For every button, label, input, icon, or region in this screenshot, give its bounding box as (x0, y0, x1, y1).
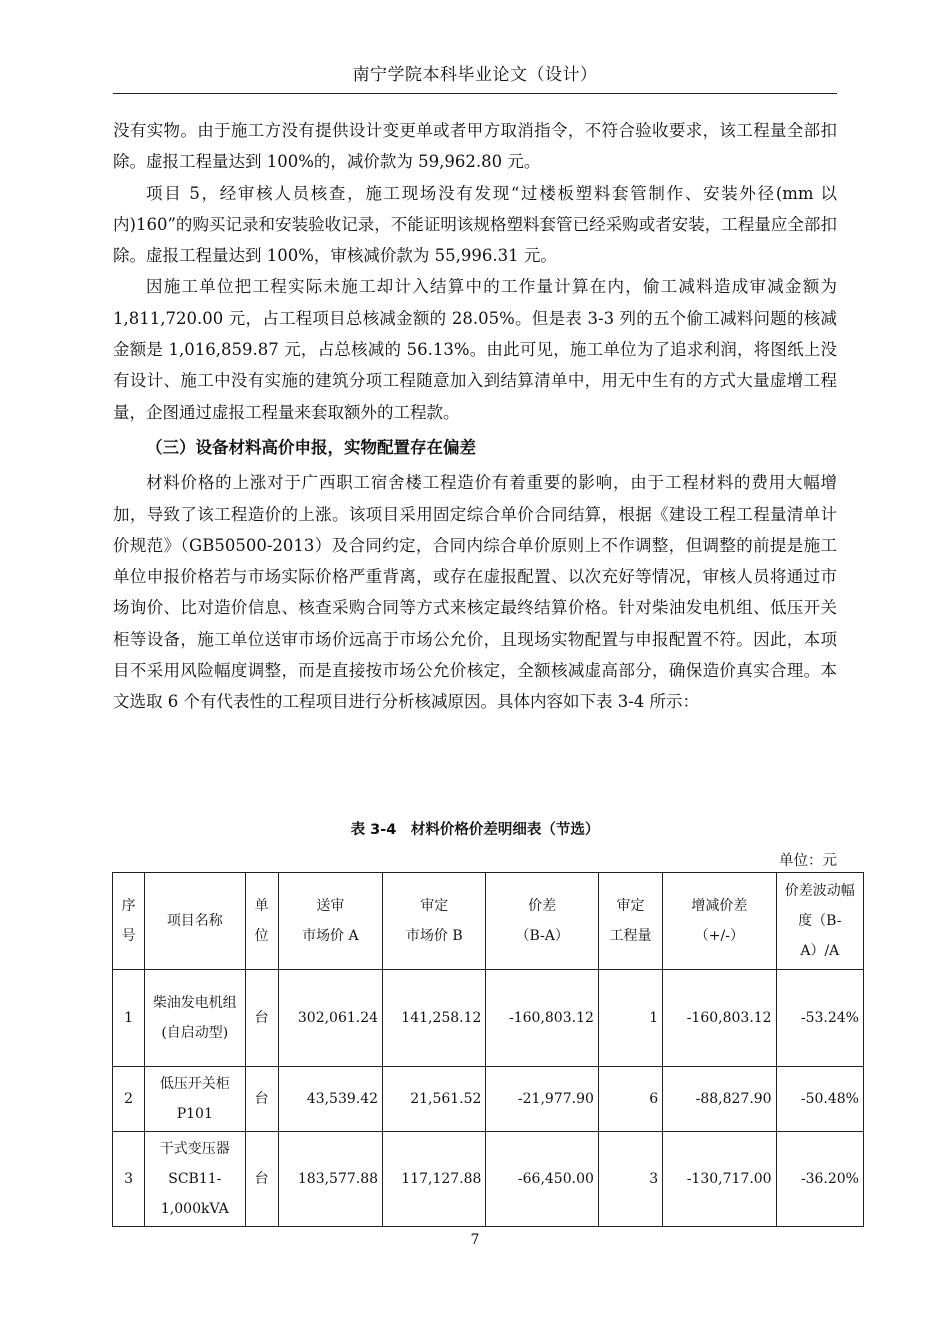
paragraph: 项目 5，经审核人员核查，施工现场没有发现“过楼板塑料套管制作、安装外径(mm 以内)160”的购买记录和安装验收记录，不能证明该规格塑料套管已经采购或者安装，工程量应全部扣除。虚报工程量达到 100%，审核减价款为 55,996.31 元。 (113, 183, 837, 266)
cell-name: 干式变压器 SCB11-1,000kVA (145, 1132, 245, 1227)
cell-unit: 台 (245, 1132, 278, 1227)
header-unit: 单位 (245, 873, 278, 970)
header-approved: 审定 市场价 B (383, 873, 486, 970)
cell-approved: 21,561.52 (383, 1067, 486, 1132)
paragraph: 因施工单位把工程实际未施工却计入结算中的工作量计算在内，偷工减料造成审减金额为 1,811,720.00 元，占工程项目总核减金额的 28.05%。但是表 3-3 列的五个偷工减料问题的核减金额是 1,016,859.87 元，占总核减的 56.13%。由此可见，施工单位为了追求利润，将图纸上没有设计、施工中没有实施的建筑分项工程随意加入到结算清单中，用无中生有的方式大量虚增工程量，企图通过虚报工程量来套取额外的工程款。 (113, 277, 837, 422)
header-divider (113, 93, 837, 94)
cell-name: 柴油发电机组(自启动型) (145, 970, 245, 1067)
table-row (113, 1132, 864, 1227)
cell-total: -130,717.00 (663, 1132, 776, 1227)
paragraph: 没有实物。由于施工方没有提供设计变更单或者甲方取消指令，不符合验收要求，该工程量全部扣除。虚报工程量达到 100%的，减价款为 59,962.80 元。 (113, 121, 837, 172)
header-qty: 审定 工程量 (598, 873, 662, 970)
cell-name: 低压开关柜 P101 (145, 1067, 245, 1132)
cell-unit: 台 (245, 970, 278, 1067)
cell-submitted: 302,061.24 (278, 970, 382, 1067)
cell-diff: -66,450.00 (486, 1132, 598, 1227)
page-number: 7 (470, 1232, 480, 1248)
header-diff: 价差 （B-A） (486, 873, 598, 970)
cell-rate: -53.24% (776, 970, 863, 1067)
section-heading: （三）设备材料高价申报，实物配置存在偏差 (146, 437, 476, 457)
cell-unit: 台 (245, 1067, 278, 1132)
cell-submitted: 183,577.88 (278, 1132, 382, 1227)
cell-total: -88,827.90 (663, 1067, 776, 1132)
table-caption: 表 3-4 材料价格价差明细表（节选） (350, 822, 600, 838)
cell-approved: 117,127.88 (383, 1132, 486, 1227)
table-row (113, 1067, 864, 1132)
cell-approved: 141,258.12 (383, 970, 486, 1067)
price-difference-table (112, 872, 864, 1227)
cell-rate: -36.20% (776, 1132, 863, 1227)
header-name: 项目名称 (145, 873, 245, 970)
header-submitted: 送审 市场价 A (278, 873, 382, 970)
cell-seq: 2 (113, 1067, 145, 1132)
cell-qty: 6 (598, 1067, 662, 1132)
table-row (113, 970, 864, 1067)
table-header-row (113, 873, 864, 970)
cell-qty: 3 (598, 1132, 662, 1227)
table-unit-label: 单位：元 (779, 853, 837, 869)
cell-total: -160,803.12 (663, 970, 776, 1067)
cell-rate: -50.48% (776, 1067, 863, 1132)
paragraph: 材料价格的上涨对于广西职工宿舍楼工程造价有着重要的影响，由于工程材料的费用大幅增加，导致了该工程造价的上涨。该项目采用固定综合单价合同结算，根据《建设工程工程量清单计价规范》（GB50500-2013）及合同约定，合同内综合单价原则上不作调整，但调整的前提是施工单位申报价格若与市场实际价格严重背离，或存在虚报配置、以次充好等情况，审核人员将通过市场询价、比对造价信息、核查采购合同等方式来核定最终结算价格。针对柴油发电机组、低压开关柜等设备，施工单位送审市场价远高于市场公允价，且现场实物配置与申报配置不符。因此，本项目不采用风险幅度调整，而是直接按市场公允价核定，全额核减虚高部分，确保造价真实合理。本文选取 6 个有代表性的工程项目进行分析核减原因。具体内容如下表 3-4 所示： (113, 473, 837, 712)
cell-diff: -160,803.12 (486, 970, 598, 1067)
page-header-title: 南宁学院本科毕业论文（设计） (352, 65, 598, 85)
cell-qty: 1 (598, 970, 662, 1067)
header-seq: 序号 (113, 873, 145, 970)
body-text (113, 115, 837, 718)
header-rate: 价差波动幅度（B-A）/A (776, 873, 863, 970)
cell-submitted: 43,539.42 (278, 1067, 382, 1132)
cell-seq: 1 (113, 970, 145, 1067)
cell-diff: -21,977.90 (486, 1067, 598, 1132)
cell-seq: 3 (113, 1132, 145, 1227)
header-total: 增减价差 （+/-） (663, 873, 776, 970)
